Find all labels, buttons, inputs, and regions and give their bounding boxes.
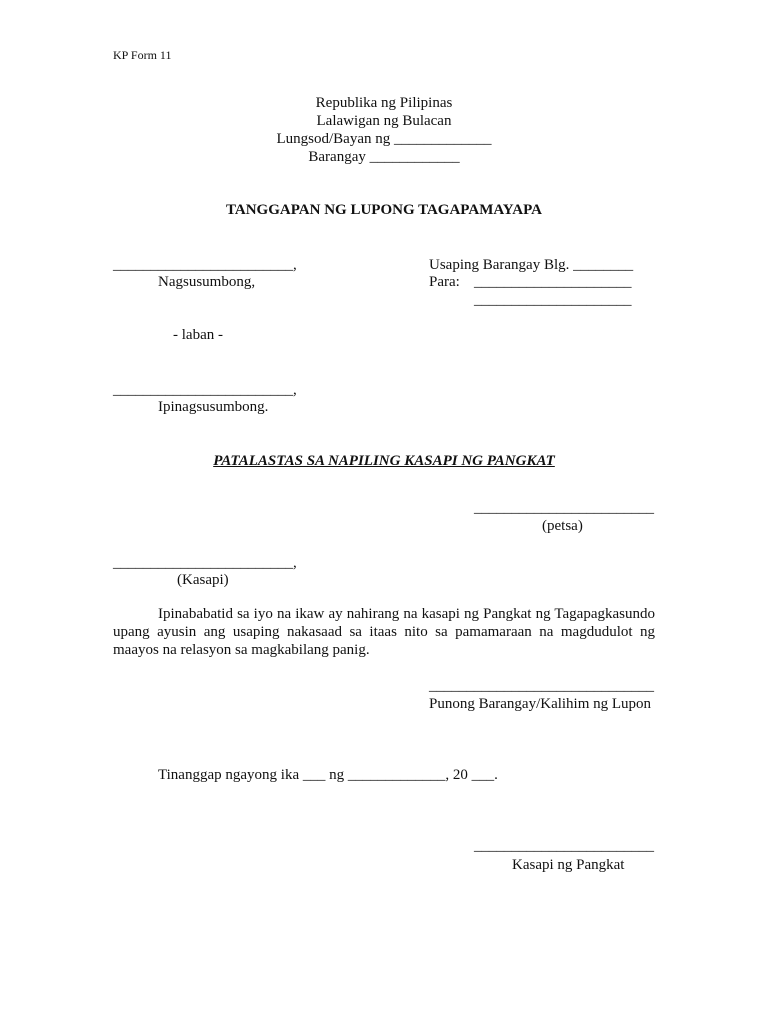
header-country: Republika ng Pilipinas xyxy=(315,95,453,111)
body-text: Ipinababatid sa iyo na ikaw ay nahirang na kasapi ng Pangkat ng Tagapagkasundo upang ayusin ang usaping nakasaad sa itaas nito sa pamamaraan na magdudulot ng maayos na relasyon sa magkabilang panig. xyxy=(113,606,655,658)
member-label: (Kasapi) xyxy=(177,572,229,588)
date-label: (petsa) xyxy=(542,518,583,534)
header-province: Lalawigan ng Bulacan xyxy=(316,113,452,129)
signatory2-blank: ________________________ xyxy=(474,838,654,854)
respondent-blank: ________________________, xyxy=(113,382,297,398)
para-line-2: _____________________ xyxy=(474,292,632,308)
respondent-label: Ipinagsusumbong. xyxy=(158,399,269,415)
signatory2-label: Kasapi ng Pangkat xyxy=(512,857,625,873)
header-city: Lungsod/Bayan ng _____________ xyxy=(276,131,492,147)
received-text: Tinanggap ngayong ika ___ ng _____________, 20 ___. xyxy=(158,767,498,783)
complainant-blank: ________________________, xyxy=(113,257,297,273)
para-label: Para: xyxy=(429,274,460,290)
versus-label: - laban - xyxy=(173,327,223,343)
signatory1-label: Punong Barangay/Kalihim ng Lupon xyxy=(429,696,652,712)
date-blank: ________________________ xyxy=(474,500,654,516)
member-blank: ________________________, xyxy=(113,555,297,571)
header-barangay: Barangay ____________ xyxy=(308,149,460,165)
body-paragraph xyxy=(113,605,655,659)
office-title: TANGGAPAN NG LUPONG TAGAPAMAYAPA xyxy=(226,202,542,218)
complainant-label: Nagsusumbong, xyxy=(158,274,256,290)
signatory1-blank: ______________________________ xyxy=(429,678,654,694)
case-number: Usaping Barangay Blg. ________ xyxy=(429,257,634,273)
form-id: KP Form 11 xyxy=(113,48,172,62)
para-line-1: _____________________ xyxy=(474,274,632,290)
notice-title: PATALASTAS SA NAPILING KASAPI NG PANGKAT xyxy=(213,453,555,469)
